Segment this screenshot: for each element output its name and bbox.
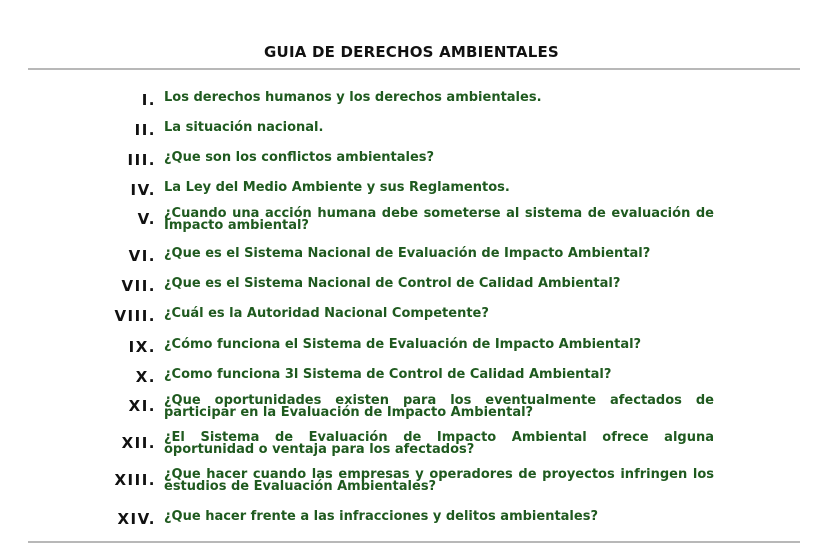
toc-numeral: VI. [128,247,156,265]
toc-link[interactable]: ¿Cuál es la Autoridad Nacional Competente? [164,306,489,321]
toc-link[interactable]: ¿Que es el Sistema Nacional de Evaluación de Impacto Ambiental? [164,246,651,261]
document-title: GUIA DE DERECHOS AMBIENTALES [264,43,559,61]
toc-numeral: VII. [121,277,156,295]
toc-numeral: V. [137,210,156,228]
toc-link[interactable]: ¿Que hacer frente a las infracciones y delitos ambientales? [164,509,598,524]
bottom-divider [28,541,800,543]
toc-numeral: XII. [121,434,156,452]
toc-link[interactable]: ¿Cómo funciona el Sistema de Evaluación de Impacto Ambiental? [164,337,642,352]
toc-numeral: X. [135,368,156,386]
toc-numeral: II. [134,121,156,139]
toc-numeral: XIV. [117,510,156,528]
toc-numeral: IV. [130,181,156,199]
toc-numeral: IX. [128,338,156,356]
toc-link[interactable]: ¿Que es el Sistema Nacional de Control de Calidad Ambiental? [164,276,621,291]
toc-link[interactable]: ¿Cuando una acción humana debe someterse al sistema de evaluación de Impacto ambiental? [164,206,714,233]
toc-numeral: XI. [128,397,156,415]
toc-link[interactable]: La Ley del Medio Ambiente y sus Reglamentos. [164,180,510,195]
toc-link[interactable]: Los derechos humanos y los derechos ambientales. [164,90,542,105]
toc-numeral: I. [141,91,156,109]
toc-numeral: XIII. [114,471,156,489]
toc-link[interactable]: ¿Que son los conflictos ambientales? [164,150,435,165]
toc-link[interactable]: ¿Que oportunidades existen para los eventualmente afectados de participar en la Evaluación de Impacto Ambiental? [164,393,714,420]
toc-link[interactable]: ¿Como funciona 3l Sistema de Control de Calidad Ambiental? [164,367,612,382]
toc-link[interactable]: ¿El Sistema de Evaluación de Impacto Ambiental ofrece alguna oportunidad o ventaja para los afectados? [164,430,714,457]
toc-numeral: VIII. [114,307,156,325]
toc-link[interactable]: ¿Que hacer cuando las empresas y operadores de proyectos infringen los estudios de Evaluación Ambientales? [164,467,714,494]
toc-link[interactable]: La situación nacional. [164,120,324,135]
toc-numeral: III. [127,151,156,169]
